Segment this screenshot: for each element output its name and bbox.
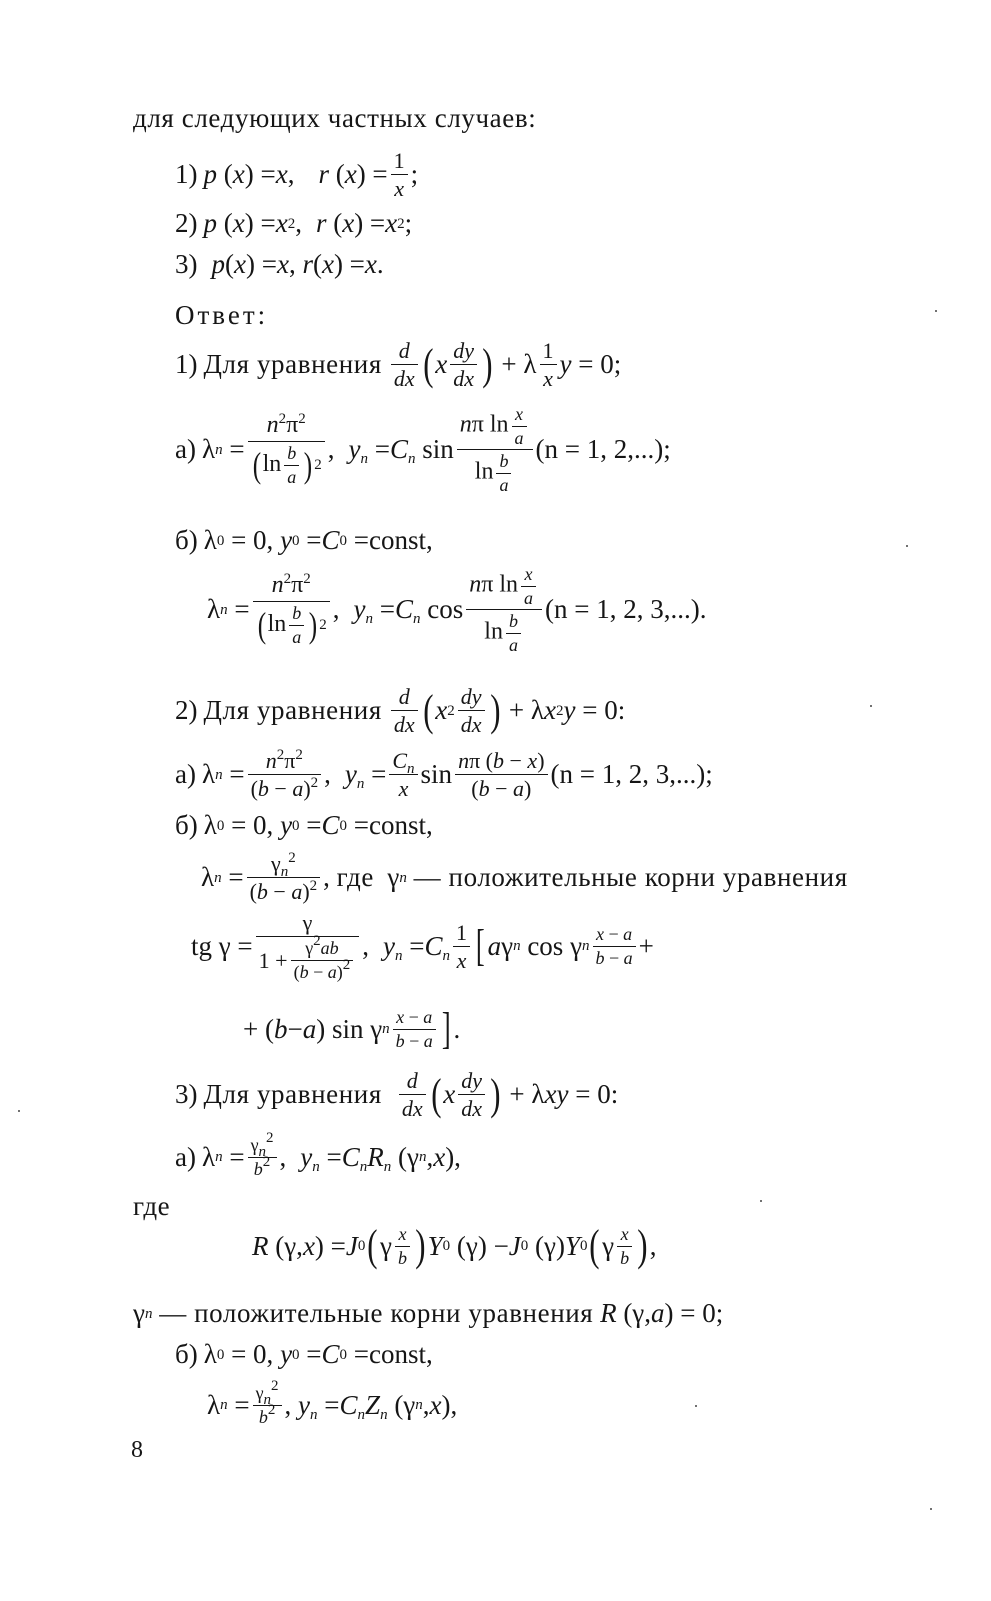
- part-2-item-b: б) λ 0 = 0, y 0 = C 0 = const ,: [175, 810, 433, 840]
- part-3-label: Для уравнения: [203, 1079, 382, 1110]
- part-2-item-a: а) λ n = $\frac{n^2\pi^2}{(b - a)^2}$ , $y_n$ = $\frac{C_n}{x}$ sin $\frac{n\pi (b - x)}{(b - a)}$ (n = 1, 2, 3,...);: [175, 747, 713, 802]
- tangent-equation: tg γ = γ 1 + $\frac{\gamma^2ab}{(b - a)^2}$ , $y_n$ = $C_n$ $\frac{1}{x}$ [ a γ n cos γ n $\frac{x - a}{b - a}$ +: [191, 910, 654, 982]
- answer-label: Ответ:: [175, 300, 269, 330]
- part-1-item-b-eigen: λ n = $n^2\pi^2$ ( ln $\frac{b}{a}$ ) 2 , $y_n$ = $C_n$ cos nπ ln $\frac{x}{a}$ ln $\frac{b}{a}$ (n = 1, 2, 3,...).: [207, 564, 707, 656]
- part-3-item-a: а) λ n = $\frac{\gamma_n^2}{b^2}$ , $y_n$ = $C_nR_n$ (γ n , x ),: [175, 1130, 461, 1179]
- fraction-1-over-x: $\frac{1}{x}$: [391, 148, 408, 202]
- const-word: const: [369, 1339, 427, 1369]
- tangent-equation-continued: + ( b − a ) sin γ n $\frac{x - a}{b - a}$ ] .: [243, 1004, 461, 1054]
- where-label: где: [133, 1191, 171, 1221]
- part-2-number: 2): [175, 695, 198, 726]
- const-word: const: [369, 525, 427, 555]
- part-1-label: Для уравнения: [203, 349, 382, 380]
- part-3-item-b-eigen: λ n = $\frac{\gamma_n^2}{b^2}$ , $y_n$ = $C_nZ_n$ (γ n , x ),: [207, 1378, 458, 1427]
- part-3-item-b: б) λ 0 = 0, y 0 = C 0 = const ,: [175, 1339, 433, 1369]
- const-word: const: [369, 810, 427, 840]
- item-a-label: а): [175, 1141, 196, 1172]
- scan-speck: [695, 1405, 697, 1407]
- case-3: 3) p ( x ) = x , r ( x ) = x .: [175, 249, 384, 279]
- part-1-equation: 1) Для уравнения $\frac{d}{dx}$ ( x $\frac{dy}{dx}$ ) + λ $\frac{1}{x}$ y = 0;: [175, 338, 622, 392]
- item-b-label: б): [175, 525, 198, 555]
- page-number: 8: [131, 1437, 144, 1463]
- item-a-label: а): [175, 759, 196, 790]
- scan-speck: [906, 545, 908, 547]
- part-1-item-a: а) λ n = $n^2\pi^2$ ( ln $\frac{b}{a}$ ) 2 , $y_n$ = $C_n$ sin nπ ln $\frac{x}{a}$ ln $\frac{b}{a}$ (n = 1, 2,...);: [175, 404, 671, 496]
- part-2-item-b-eigen: λ n = $\frac{\gamma_n^2}{(b - a)^2}$ , где γ n — положительные корни уравнения: [201, 850, 848, 905]
- n-range-3: (n = 1, 2, 3,...);: [550, 759, 713, 790]
- scan-speck: [930, 1508, 932, 1510]
- part-1-item-b: б) λ 0 = 0, y 0 = C 0 = const ,: [175, 525, 433, 555]
- n-range-2: (n = 1, 2, 3,...).: [545, 594, 707, 625]
- item-b-label: б): [175, 810, 198, 840]
- part-3-number: 3): [175, 1079, 198, 1110]
- case-1-number: 1): [175, 159, 198, 190]
- gamma-roots-line: γ n — положительные корни уравнения R (γ, a ) = 0;: [133, 1298, 724, 1328]
- item-a-label: а): [175, 434, 196, 465]
- r-function-definition: R (γ, x ) = J 0 ( γ $\frac{x}{b}$ ) Y 0 (γ) − J 0 (γ) Y 0 ( γ $\frac{x}{b}$ ) ,: [252, 1221, 657, 1271]
- gamma-roots-text: — положительные корни уравнения: [413, 862, 848, 893]
- case-3-number: 3): [175, 249, 198, 279]
- part-1-number: 1): [175, 349, 198, 380]
- where-word: где: [336, 862, 374, 893]
- n-range-1: (n = 1, 2,...);: [535, 434, 671, 465]
- case-2: 2) p ( x ) = x 2 , r ( x ) = x 2 ;: [175, 208, 413, 238]
- scan-speck: [760, 1200, 762, 1202]
- item-b-label: б): [175, 1339, 198, 1369]
- scan-speck: [18, 1110, 20, 1112]
- part-2-equation: 2) Для уравнения $\frac{d}{dx}$ ( x 2 $\frac{dy}{dx}$ ) + λ x 2 y = 0:: [175, 684, 626, 738]
- case-1: 1) p ( x ) = x , r ( x ) = $\frac{1}{x}$ ;: [175, 148, 419, 202]
- part-2-label: Для уравнения: [203, 695, 382, 726]
- intro-text: для следующих частных случаев:: [133, 103, 537, 133]
- part-3-equation: 3) Для уравнения $\frac{d}{dx}$ ( x $\frac{dy}{dx}$ ) + λ xy = 0:: [175, 1068, 619, 1122]
- gamma-roots-text-2: — положительные корни уравнения: [159, 1298, 594, 1328]
- scan-speck: [870, 705, 872, 707]
- scan-speck: [935, 310, 937, 312]
- case-2-number: 2): [175, 208, 198, 238]
